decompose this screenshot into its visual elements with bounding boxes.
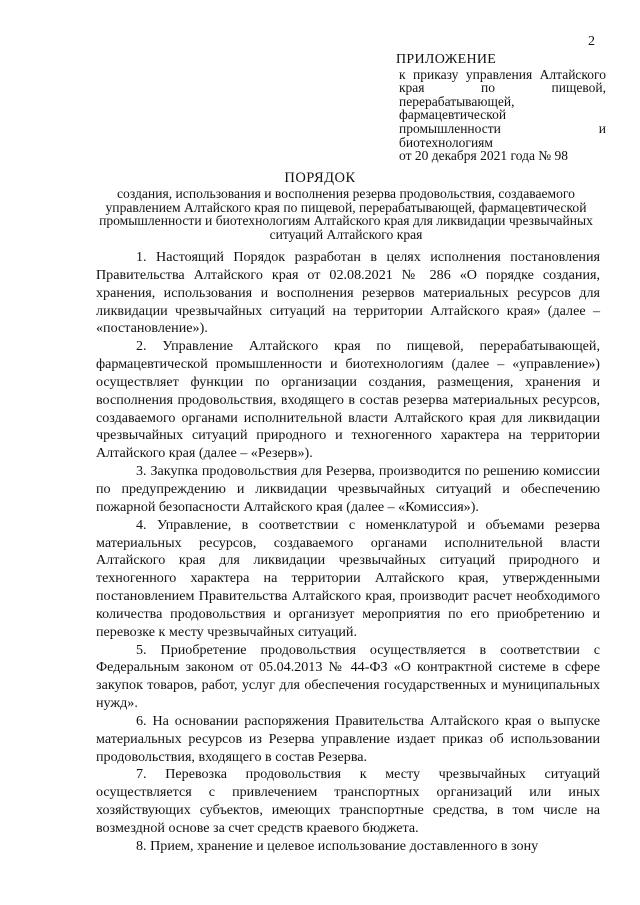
document-title: ПОРЯДОК (284, 170, 356, 186)
appendix-text: к приказу управления Алтайского края по пищевой, перерабатывающей, фармацевтической промышленности и биотехнологиям (399, 66, 606, 150)
paragraph-3: 3. Закупка продовольствия для Резерва, производится по решению комиссии по предупреждению и ликвидации чрезвычайных ситуаций и обеспечению пожарной безопасности Алтайского края (далее – «Комиссия»). (96, 463, 600, 515)
appendix-block (396, 53, 606, 163)
document-body (96, 249, 600, 856)
paragraph-7: 7. Перевозка продовольствия к месту чрезвычайных ситуаций осуществляется с привлечением транспортных организаций или иных хозяйствующих субъектов, имеющих транспортные средства, в том числе на возмездной основе за счет средств краевого бюджета. (96, 766, 600, 836)
paragraph-4: 4. Управление, в соответствии с номенклатурой и объемами резерва материальных ресурсов, создаваемого органами исполнительной власти Алтайского края для ликвидации чрезвычайных ситуаций природного и техногенного характера на территории Алтайского края, утвержденными постановлением Правительства Алтайского края, производит расчет необходимого количества продовольствия и организует мероприятия по его приобретению и перевозке к месту чрезвычайных ситуаций. (96, 516, 600, 640)
document-subtitle: создания, использования и восполнения резерва продовольствия, создаваемого управлением Алтайского края по пищевой, перерабатывающей, фармацевтической промышленности и биотехнологиям Алтайского края для ликвидации чрезвычайных ситуаций Алтайского края (99, 186, 593, 242)
paragraph-6: 6. На основании распоряжения Правительства Алтайского края о выпуске материальных ресурсов из Резерва управление издает приказ об использовании продовольствия, входящего в состав Резерва. (96, 712, 600, 765)
appendix-date-line: от 20 декабря 2021 года № 98 (399, 148, 569, 164)
appendix-heading: ПРИЛОЖЕНИЕ (396, 52, 497, 67)
paragraph-5: 5. Приобретение продовольствия осуществляется в соответствии с Федеральным законом от 05.04.2013 № 44-ФЗ «О контрактной системе в сфере закупок товаров, работ, услуг для обеспечения государственных и муниципальных нужд». (96, 641, 600, 712)
paragraph-2: 2. Управление Алтайского края по пищевой, перерабатывающей, фармацевтической промышленности и биотехнологиям (далее – «управление») осуществляет функции по организации создания, размещения, хранения и восполнения продовольствия, входящего в состав резерва материальных ресурсов, создаваемого органами исполнительной власти Алтайского края для ликвидации чрезвычайных ситуаций природного и техногенного характера на территории Алтайского края (далее – «Резерв»). (96, 338, 600, 462)
paragraph-1: 1. Настоящий Порядок разработан в целях исполнения постановления Правительства Алтайского края от 02.08.2021 № 286 «О порядке создания, хранения, использования и восполнения резервов материальных ресурсов для ликвидации чрезвычайных ситуаций на территории Алтайского края» (далее – «постановление»). (96, 249, 600, 337)
paragraph-8: 8. Прием, хранение и целевое использование доставленного в зону (136, 837, 539, 854)
page-number: 2 (588, 34, 595, 49)
